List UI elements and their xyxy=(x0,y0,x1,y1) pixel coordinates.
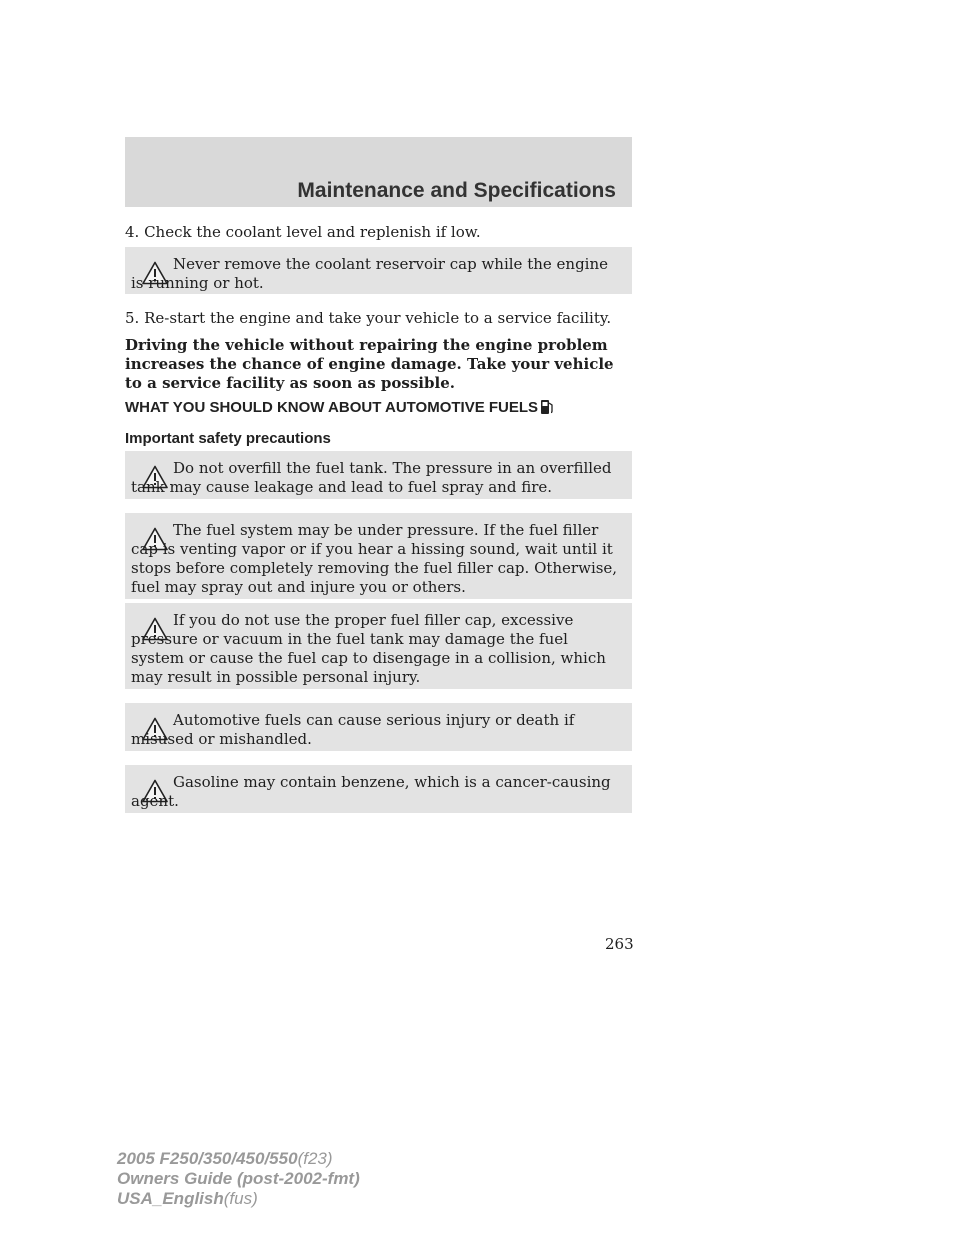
fuel-pump-icon xyxy=(540,397,554,415)
warning-box-overfill xyxy=(125,451,632,499)
warning-text: If you do not use the proper fuel filler cap, excessive pressure or vacuum in the fuel tank may damage the fuel system or cause the fuel cap to disengage in a collision, which may result in possible personal injury. xyxy=(131,611,606,686)
footer-model: 2005 F250/350/450/550 xyxy=(117,1149,298,1168)
document-footer xyxy=(117,1149,360,1209)
warning-text: The fuel system may be under pressure. If the fuel filler cap is venting vapor or if you hear a hissing sound, wait until it stops before completely removing the fuel filler cap. Otherwise, fuel may spray out and injure you or others. xyxy=(131,521,618,596)
warning-box-coolant xyxy=(125,247,632,294)
warning-box-benzene xyxy=(125,765,632,813)
warning-box-misuse xyxy=(125,703,632,751)
bold-notice: Driving the vehicle without repairing the engine problem increases the chance of engine damage. Take your vehicle to a service facility as soon as possible. xyxy=(125,336,614,392)
step-5-text: 5. Re-start the engine and take your vehicle to a service facility. xyxy=(125,309,612,327)
footer-guide: Owners Guide (post-2002-fmt) xyxy=(117,1169,360,1188)
section-header-bar xyxy=(125,137,632,207)
warning-text: Gasoline may contain benzene, which is a cancer-causing agent. xyxy=(131,773,611,810)
section-heading-text: WHAT YOU SHOULD KNOW ABOUT AUTOMOTIVE FUELS xyxy=(125,399,539,416)
subheading: Important safety precautions xyxy=(125,430,331,447)
warning-text: Do not overfill the fuel tank. The pressure in an overfilled tank may cause leakage and lead to fuel spray and fire. xyxy=(131,459,612,496)
section-title: Maintenance and Specifications xyxy=(297,179,616,202)
footer-model-code: (f23) xyxy=(297,1149,333,1168)
page-number: 263 xyxy=(605,935,634,953)
warning-box-pressure xyxy=(125,513,632,599)
footer-line-2 xyxy=(117,1169,360,1189)
footer-line-3 xyxy=(117,1189,360,1209)
warning-text: Never remove the coolant reservoir cap while the engine is running or hot. xyxy=(131,255,608,292)
footer-language: USA_English xyxy=(117,1189,224,1208)
warning-box-filler-cap xyxy=(125,603,632,689)
footer-language-code: (fus) xyxy=(223,1189,258,1208)
section-heading xyxy=(125,397,554,417)
footer-line-1 xyxy=(117,1149,360,1169)
warning-text: Automotive fuels can cause serious injury or death if misused or mishandled. xyxy=(131,711,575,748)
step-4-text: 4. Check the coolant level and replenish if low. xyxy=(125,223,481,241)
